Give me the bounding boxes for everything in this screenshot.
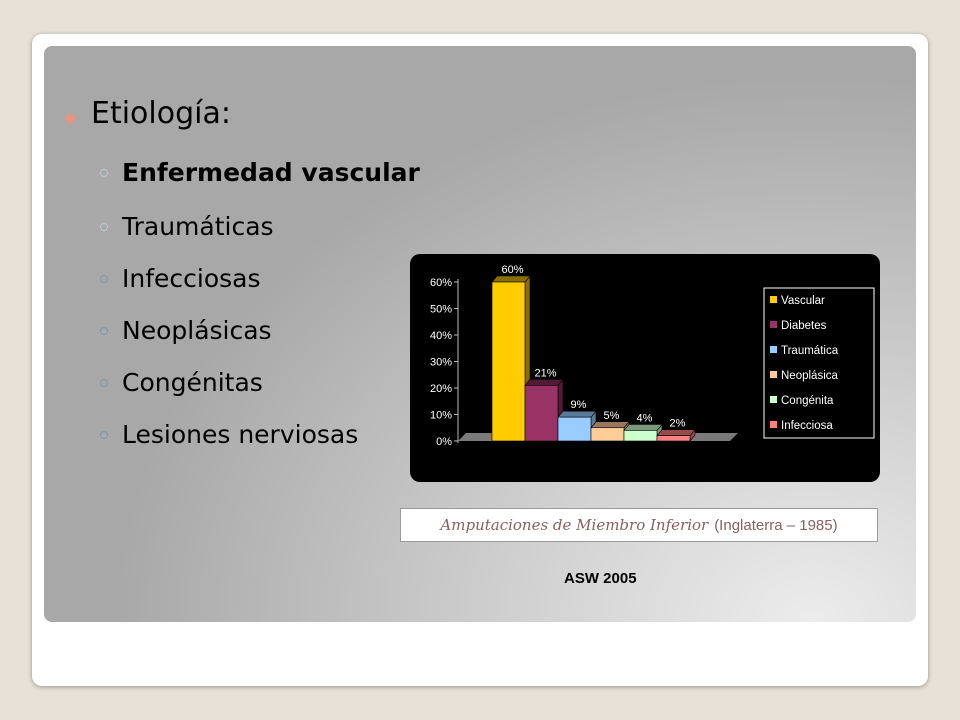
sub-bullet-label: Congénitas [122,368,263,397]
slide [44,46,916,622]
bar-diabetes [525,385,558,441]
legend-label: Vascular [781,295,825,307]
legend-label: Diabetes [781,320,827,332]
bar-traumática [558,417,591,441]
sub-bullet-label: Infecciosas [122,264,261,293]
bar-top [657,430,695,436]
bar-top [558,411,596,417]
bar-infecciosa [657,436,690,441]
y-tick-label: 10% [429,409,452,422]
y-tick-label: 30% [429,356,452,369]
legend-label: Infecciosa [781,420,833,432]
bar-vascular [492,282,525,441]
data-label: 4% [636,412,653,425]
sub-bullet-ring-icon [100,223,108,231]
bullet-dot-icon [66,114,75,123]
legend-swatch [770,346,777,353]
caption-title: Amputaciones de Miembro Inferior [440,516,709,534]
bar-top [492,276,530,282]
sub-bullet-ring-icon [100,379,108,387]
legend-box [764,288,874,438]
main-bullet-label: Etiología: [91,96,231,131]
sub-bullet-label: Lesiones nerviosas [122,420,359,449]
legend-label: Traumática [781,345,839,357]
sub-bullet-label: Traumáticas [122,212,274,241]
bar-congénita [624,430,657,441]
source-label: ASW 2005 [564,570,637,587]
sub-bullet-ring-icon [100,169,108,177]
sub-bullet-label: Enfermedad vascular [122,158,420,187]
bar-top [624,424,662,430]
caption-origin: (Inglaterra – 1985) [714,517,838,534]
data-label: 60% [501,264,524,276]
y-tick-label: 20% [429,383,452,395]
y-tick-label: 40% [429,330,452,342]
y-tick-label: 50% [429,303,452,316]
legend-swatch [770,421,777,428]
bar-chart-svg [410,254,880,482]
data-label: 2% [669,417,686,430]
data-label: 21% [534,367,557,380]
sub-bullet-label: Neoplásicas [122,316,272,345]
sub-bullet-ring-icon [100,327,108,335]
y-tick-label: 60% [429,277,452,289]
legend-label: Congénita [781,395,834,407]
legend-swatch [770,371,777,378]
data-label: 5% [603,409,620,422]
y-tick-label: 0% [436,436,452,448]
legend-swatch [770,296,777,303]
chart-caption [400,508,878,542]
sub-bullet-ring-icon [100,275,108,283]
data-label: 9% [570,399,587,412]
bar-neoplásica [591,428,624,441]
bar-top [525,379,563,385]
bar-top [591,422,629,428]
legend-label: Neoplásica [781,370,838,382]
bar-chart [410,254,880,482]
sub-bullet-ring-icon [100,431,108,439]
legend-swatch [770,321,777,328]
legend-swatch [770,396,777,403]
